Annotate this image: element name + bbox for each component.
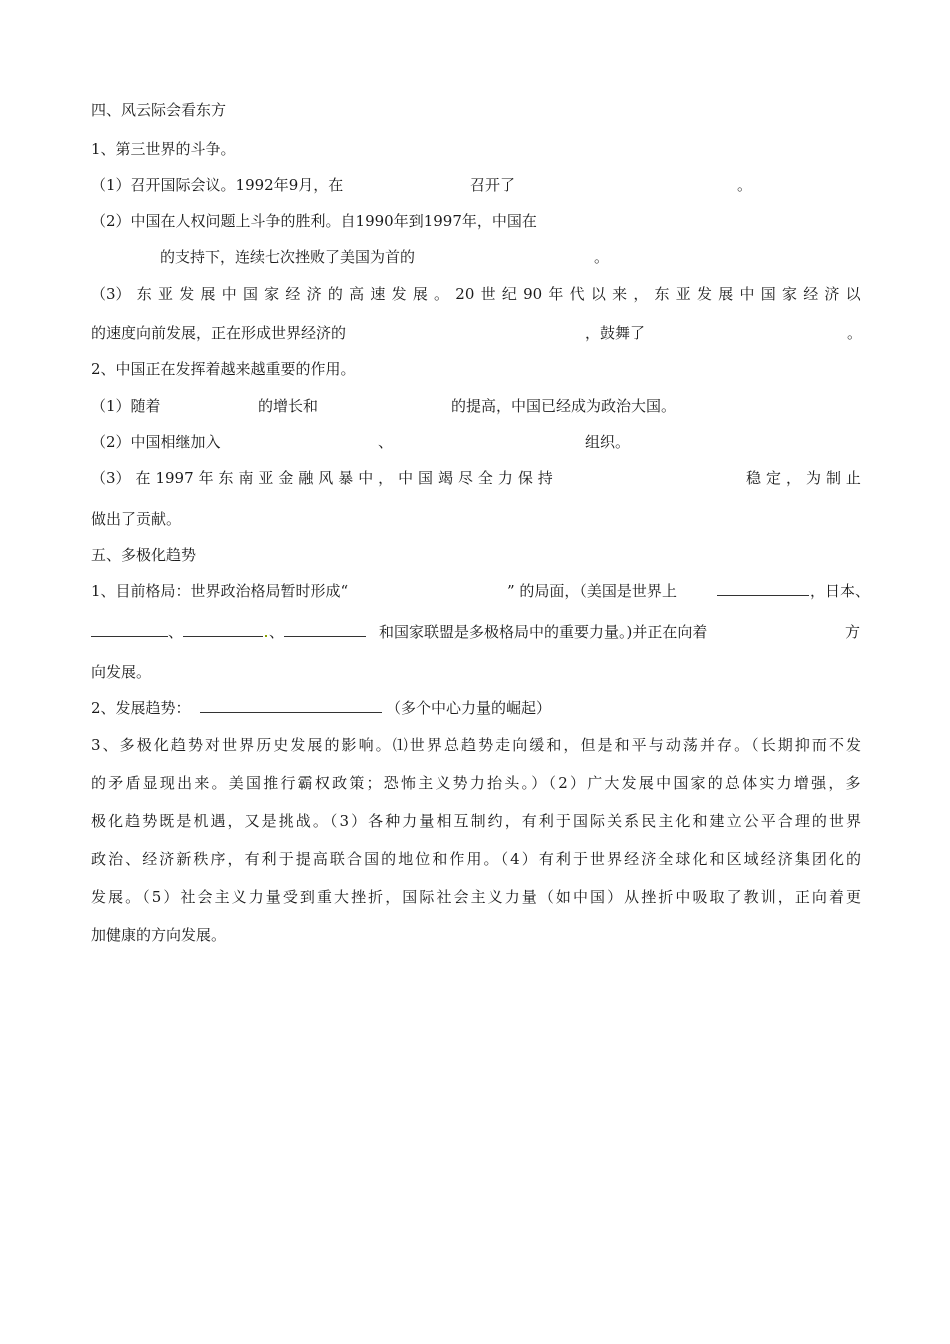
section-4-title: 四、风云际会看东方 <box>91 101 227 119</box>
blank <box>200 698 382 713</box>
text: 以 <box>845 285 861 303</box>
s5-item-1-blanks: 、 、 <box>91 622 366 642</box>
text: 发 <box>697 285 713 303</box>
text: ， <box>633 285 649 303</box>
text: 中 <box>398 469 414 487</box>
text: （3） <box>91 469 131 487</box>
text: 国 <box>242 285 258 303</box>
s4-item-2: 2、中国正在发挥着越来越重要的作用。 <box>91 360 356 378</box>
text: 代 <box>569 285 585 303</box>
text: 持 <box>537 469 553 487</box>
text: 亚 <box>258 469 274 487</box>
s4-item-2-2-b: 、 <box>378 433 394 451</box>
text: 金 <box>278 469 294 487</box>
text: 来 <box>612 285 628 303</box>
s4-item-1-1 <box>91 175 343 195</box>
s4-item-2-1-c: 的提高，中国已经成为政治大国。 <box>451 397 677 415</box>
s5-item-1-d: 和国家联盟是多极格局中的重要力量。)并正在向着 <box>379 623 708 641</box>
text: 力 <box>497 469 513 487</box>
text: 稳 <box>746 469 762 487</box>
s4-item-1-3-c: ，鼓舞了 <box>585 324 646 342</box>
s4-item-2-1: （1）随着 <box>91 397 161 415</box>
s4-item-1: 1、第三世界的斗争。 <box>91 140 236 158</box>
text: 南 <box>238 469 254 487</box>
s4-item-1-3-d: 。 <box>847 324 863 342</box>
text: 经 <box>803 285 819 303</box>
s4-item-1-1-c: 。 <box>737 176 753 194</box>
text: 暴 <box>338 469 354 487</box>
text: 为 <box>805 469 821 487</box>
s5-item-1-b: ” 的局面，（美国是世界上 <box>507 582 677 600</box>
text: 中 <box>221 285 237 303</box>
s4-item-1-3 <box>91 284 861 304</box>
s5-item-1: 1、目前格局：世界政治格局暂时形成“ <box>91 582 349 600</box>
s4-item-2-3 <box>91 468 553 488</box>
text: 制 <box>825 469 841 487</box>
text: 全 <box>477 469 493 487</box>
s4-item-2-2-c: 组织。 <box>585 433 631 451</box>
s5-item-1-e: 方 <box>845 623 861 641</box>
text: 1997 <box>155 469 194 487</box>
text: 东 <box>218 469 234 487</box>
text: 国 <box>760 285 776 303</box>
s5-item-2: 2、发展趋势： <box>91 699 191 717</box>
text: 。 <box>434 285 450 303</box>
s5-item-3-line: 政治、经济新秩序，有利于提高联合国的地位和作用。（4）有利于世界经济全球化和区域经济集团化的 <box>91 850 864 868</box>
text: 家 <box>781 285 797 303</box>
text: 止 <box>845 469 861 487</box>
blank-underline <box>200 698 382 718</box>
text: 发 <box>179 285 195 303</box>
s5-item-3-line: 加健康的方向发展。 <box>91 926 227 944</box>
s4-item-1-3-b: 的速度向前发展，正在形成世界经济的 <box>91 324 347 342</box>
s5-item-1-c: ，日本、 <box>810 582 871 600</box>
s4-item-1-2: （2）中国在人权问题上斗争的胜利。自1990年到1997年，中国在 <box>91 212 537 230</box>
text: 纪 <box>501 285 517 303</box>
blank <box>183 622 263 637</box>
text: 在 <box>135 469 151 487</box>
s5-item-3-line: 的矛盾显现出来。美国推行霸权政策；恐怖主义势力抬头。）（2）广大发展中国家的总体实力增强，多 <box>91 774 863 792</box>
text: 中 <box>739 285 755 303</box>
text: ， <box>378 469 394 487</box>
text: 以 <box>590 285 606 303</box>
text: 高 <box>349 285 365 303</box>
text: 展 <box>718 285 734 303</box>
text: 东 <box>136 285 152 303</box>
text: 济 <box>824 285 840 303</box>
text: （3） <box>91 285 131 303</box>
text: 国 <box>418 469 434 487</box>
text: 世 <box>480 285 496 303</box>
s5-item-3-line: 发展。（5）社会主义力量受到重大挫折，国际社会主义力量（如中国）从挫折中吸取了教训，正向着更 <box>91 888 864 906</box>
section-5-title: 五、多极化趋势 <box>91 546 197 564</box>
blank <box>91 622 168 637</box>
s4-item-2-2: （2）中国相继加入 <box>91 433 221 451</box>
text: 的 <box>327 285 343 303</box>
text: ， <box>785 469 801 487</box>
text: 亚 <box>158 285 174 303</box>
text: 竭 <box>438 469 454 487</box>
s5-item-1-f: 向发展。 <box>91 663 152 681</box>
text: 亚 <box>675 285 691 303</box>
text: 经 <box>285 285 301 303</box>
s4-item-2-3-b: 做出了贡献。 <box>91 510 182 528</box>
text: 家 <box>264 285 280 303</box>
s4-item-2-3-tail <box>746 468 861 488</box>
text: 速 <box>370 285 386 303</box>
text: 东 <box>654 285 670 303</box>
dot-mark <box>265 635 267 637</box>
text: 年 <box>548 285 564 303</box>
text: 展 <box>412 285 428 303</box>
s5-item-3-line: 3、多极化趋势对世界历史发展的影响。⑴世界总趋势走向缓和，但是和平与动荡并存。（长期抑而不发 <box>91 736 864 754</box>
s4-item-2-1-b: 的增长和 <box>258 397 319 415</box>
text: 济 <box>306 285 322 303</box>
text: （1）召开国际会议。1992年9月，在 <box>91 176 344 194</box>
text: 尽 <box>457 469 473 487</box>
blank-underline <box>717 581 809 601</box>
text: 保 <box>517 469 533 487</box>
text: 中 <box>358 469 374 487</box>
s5-item-2-b: （多个中心力量的崛起） <box>386 699 552 717</box>
text: 90 <box>523 285 543 303</box>
text: 风 <box>318 469 334 487</box>
s5-item-3-line: 极化趋势既是机遇，又是挑战。（3）各种力量相互制约，有利于国际关系民主化和建立公平合理的世界 <box>91 812 864 830</box>
text: 20 <box>455 285 475 303</box>
text: 融 <box>298 469 314 487</box>
text: 定 <box>765 469 781 487</box>
blank <box>717 581 809 596</box>
s4-item-1-1-b: 召开了 <box>470 176 516 194</box>
s4-item-1-2-c: 。 <box>594 248 610 266</box>
s4-item-1-2-b: 的支持下，连续七次挫败了美国为首的 <box>160 248 416 266</box>
blank <box>284 622 366 637</box>
text: 发 <box>391 285 407 303</box>
text: 展 <box>200 285 216 303</box>
text: 年 <box>198 469 214 487</box>
